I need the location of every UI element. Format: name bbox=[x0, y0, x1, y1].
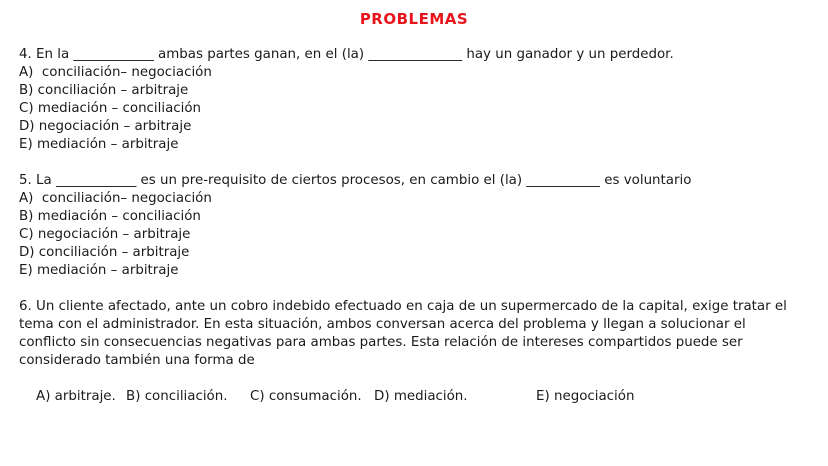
question-6-option-c: C) consumación. bbox=[250, 389, 362, 404]
question-6-stem-line-4: considerado también una forma de bbox=[19, 353, 255, 368]
question-4-option-c: C) mediación – conciliación bbox=[19, 101, 202, 116]
page-title: PROBLEMAS bbox=[359, 10, 469, 28]
question-4-option-a: A) conciliación– negociación bbox=[19, 65, 212, 80]
question-6-option-d: D) mediación. bbox=[374, 389, 468, 404]
question-4-stem: 4. En la ____________ ambas partes ganan, en el (la) ______________ hay un ganador y un perdedor. bbox=[19, 47, 674, 62]
question-4-option-e: E) mediación – arbitraje bbox=[19, 137, 179, 152]
problems-content bbox=[19, 46, 811, 404]
question-6-stem-line-2: tema con el administrador. En esta situación, ambos conversan acerca del problema y llegan a solucionar el bbox=[19, 317, 746, 332]
question-4-option-d: D) negociación – arbitraje bbox=[19, 119, 192, 134]
question-5-option-c: C) negociación – arbitraje bbox=[19, 227, 191, 242]
question-5-option-d: D) conciliación – arbitraje bbox=[19, 245, 190, 260]
question-6-stem-line-3: conflicto sin consecuencias negativas para ambas partes. Esta relación de intereses compartidos puede ser bbox=[19, 335, 743, 350]
question-6-option-e: E) negociación bbox=[536, 389, 635, 404]
spacer bbox=[19, 280, 811, 298]
spacer bbox=[19, 154, 811, 172]
question-5-stem: 5. La ____________ es un pre-requisito de ciertos procesos, en cambio el (la) ___________ es voluntario bbox=[19, 173, 692, 188]
question-4-option-b: B) conciliación – arbitraje bbox=[19, 83, 189, 98]
question-6-stem-line-1: 6. Un cliente afectado, ante un cobro indebido efectuado en caja de un supermercado de la capital, exige tratar el bbox=[19, 299, 787, 314]
question-5-option-b: B) mediación – conciliación bbox=[19, 209, 201, 224]
question-6-options bbox=[19, 370, 811, 404]
question-6-option-b: B) conciliación. bbox=[126, 389, 228, 404]
question-6-option-a: A) arbitraje. bbox=[36, 389, 116, 404]
question-5-option-e: E) mediación – arbitraje bbox=[19, 263, 179, 278]
question-5-option-a: A) conciliación– negociación bbox=[19, 191, 212, 206]
